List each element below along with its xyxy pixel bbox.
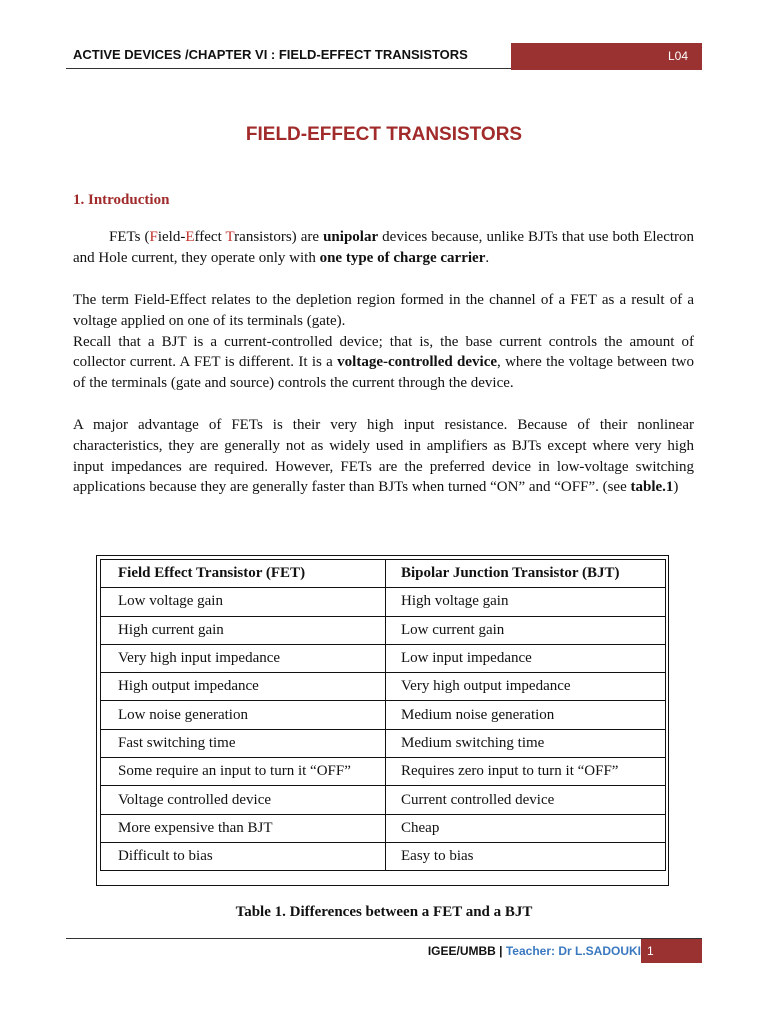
table-row: [101, 644, 666, 672]
section-heading: 1. Introduction: [73, 192, 170, 208]
table-cell-bjt: Medium switching time: [386, 729, 666, 757]
intro-paragraph-2: The term Field-Effect relates to the depletion region formed in the channel of a FET as a result of a voltage applied on one of its terminals (gate). Recall that a BJT is a current-controlled device; that is, the base current controls the amount of collector current. A FET is different. It is a voltage-controlled device, where the voltage between two of the terminals (gate and source) controls the current through the device.: [73, 292, 694, 392]
chapter-header: ACTIVE DEVICES /CHAPTER VI : FIELD-EFFECT TRANSISTORS: [73, 47, 468, 62]
footer-rule: [66, 938, 702, 939]
table-row: [101, 814, 666, 842]
table-cell-fet: Low voltage gain: [101, 588, 386, 616]
table-row: [101, 729, 666, 757]
table-header-bjt: Bipolar Junction Transistor (BJT): [386, 560, 666, 588]
table-header-fet: Field Effect Transistor (FET): [101, 560, 386, 588]
unipolar-term: unipolar: [323, 229, 379, 245]
table-row: [101, 673, 666, 701]
table-cell-fet: Fast switching time: [101, 729, 386, 757]
footer-teacher: Teacher: Dr L.SADOUKI: [505, 944, 641, 958]
fet-bjt-comparison-table: [100, 559, 666, 871]
footer-separator: |: [495, 944, 506, 958]
table-cell-bjt: High voltage gain: [386, 588, 666, 616]
page-number: 1: [647, 944, 654, 958]
table-cell-bjt: Requires zero input to turn it “OFF”: [386, 758, 666, 786]
table-cell-bjt: Easy to bias: [386, 842, 666, 870]
table-row: [101, 616, 666, 644]
table-cell-fet: Low noise generation: [101, 701, 386, 729]
intro-paragraph-1: FETs (Field-Effect Transistors) are unipolar devices because, unlike BJTs that use both Electron and Hole current, they operate only with one type of charge carrier.: [73, 229, 695, 266]
table-cell-bjt: Very high output impedance: [386, 673, 666, 701]
table-cell-bjt: Cheap: [386, 814, 666, 842]
table-caption: Table 1. Differences between a FET and a BJT: [235, 904, 533, 920]
charge-carrier-term: one type of charge carrier: [319, 249, 486, 266]
table-cell-fet: More expensive than BJT: [101, 814, 386, 842]
table-cell-fet: Very high input impedance: [101, 644, 386, 672]
voltage-controlled-term: voltage-controlled device: [337, 354, 498, 371]
table-cell-fet: High current gain: [101, 616, 386, 644]
table-header-row: [101, 560, 666, 588]
table-reference: table.1: [630, 479, 674, 496]
table-cell-bjt: Low input impedance: [386, 644, 666, 672]
table-cell-bjt: Medium noise generation: [386, 701, 666, 729]
page-number-badge: [641, 939, 702, 963]
table-row: [101, 842, 666, 870]
table-row: [101, 588, 666, 616]
table-cell-bjt: Low current gain: [386, 616, 666, 644]
footer-credits: [428, 944, 641, 958]
lecture-code: L04: [667, 49, 688, 63]
footer-institution: IGEE/UMBB: [427, 944, 496, 958]
document-title: FIELD-EFFECT TRANSISTORS: [245, 124, 523, 145]
table-row: [101, 786, 666, 814]
table-cell-fet: High output impedance: [101, 673, 386, 701]
comparison-table-frame: [96, 555, 669, 886]
table-cell-fet: Some require an input to turn it “OFF”: [101, 758, 386, 786]
table-cell-fet: Voltage controlled device: [101, 786, 386, 814]
fet-acronym-f: F: [149, 229, 158, 245]
table-row: [101, 701, 666, 729]
lecture-code-badge: [511, 43, 702, 70]
table-cell-fet: Difficult to bias: [101, 842, 386, 870]
intro-paragraph-3: A major advantage of FETs is their very high input resistance. Because of their nonlinear characteristics, they are generally not as widely used in amplifiers as BJTs except where very high input impedances are required. However, FETs are the preferred device in low-voltage switching applications because they are generally faster than BJTs when turned “ON” and “OFF”. (see table.1): [73, 417, 694, 496]
fet-acronym-e: E: [185, 229, 195, 245]
fet-acronym-t: T: [225, 229, 235, 245]
table-row: [101, 758, 666, 786]
header-rule: [66, 68, 511, 69]
table-cell-bjt: Current controlled device: [386, 786, 666, 814]
